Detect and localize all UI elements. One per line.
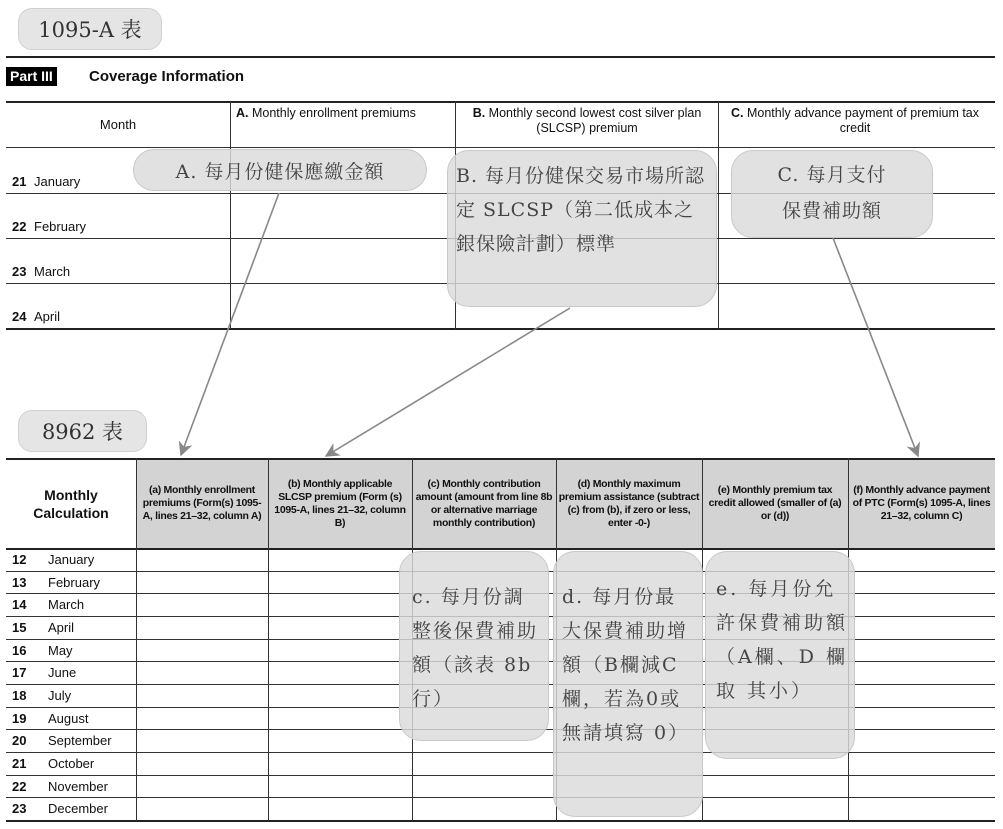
row-number: 22 [12,779,27,794]
part-badge: Part III [6,67,57,86]
arrow-b-to-b [326,308,570,456]
top-rule [6,56,995,58]
table-row-label [6,776,108,798]
row-number: 19 [12,711,27,726]
annotation-b [447,150,717,307]
row-number: 20 [12,733,27,748]
row-month: June [48,665,77,680]
header-col-e: (e) Monthly premium tax credit allowed (smaller of (a) or (d)) [702,459,848,548]
table-row-label [6,685,71,707]
row-month: May [48,643,73,658]
table-row-label [6,753,94,775]
header-col-b-label: Monthly second lowest cost silver plan (SLCSP) premium [485,106,702,135]
table-row-label [12,219,86,234]
row-month: January [34,174,81,189]
annotation-c-line2: 保費補助額 [781,200,882,222]
header-col-c-label: Monthly advance payment of premium tax credit [743,106,980,135]
row-number: 21 [12,756,27,771]
table-bottom-border [6,820,995,822]
row-number: 18 [12,688,27,703]
header-col-c-prefix: C. [730,106,744,120]
row-month: December [48,801,108,816]
row-number: 16 [12,643,27,658]
header-month: Month [99,117,137,132]
header-col-a: (a) Monthly enrollment premiums (Form(s) 1095-A, lines 21–32, column A) [136,459,268,548]
annotation-a [133,149,427,191]
row-number: 23 [12,801,27,816]
table-top-border [6,101,995,103]
row-month: March [34,264,71,279]
annotation-a-text: A. 每月份健保應繳金額 [175,160,385,183]
row-number: 14 [12,597,27,612]
annotation-c-line1: C. 每月支付 [777,164,887,186]
column-divider [268,458,269,821]
header-col-a-label: Monthly enrollment premiums [248,106,416,120]
table-row-label [6,730,112,752]
header-col-d: (d) Monthly maximum premium assistance (subtract (c) from (b), if zero or less, enter -0-) [556,459,702,548]
header-col-b [460,106,714,136]
table-bottom-border [6,328,995,330]
row-number: 21 [12,174,27,189]
annotation-d [553,551,703,817]
table-row-label [6,798,108,820]
header-bottom-border [6,147,995,148]
header-col-a-prefix: A. [236,106,249,120]
row-number: 22 [12,219,27,234]
table-row-label [6,662,76,684]
row-number: 12 [12,552,27,567]
header-col-c: (c) Monthly contribution amount (amount from line 8b or alternative marriage monthly contribution) [412,459,556,548]
table-row-label [6,572,100,594]
row-month: August [48,711,89,726]
table-row-label [12,309,60,324]
row-month: July [48,688,72,703]
header-col-f: (f) Monthly advance payment of PTC (Form(s) 1095-A, lines 21–32, column C) [848,459,995,548]
row-divider [6,797,995,798]
header-col-b: (b) Monthly applicable SLCSP premium (Form (s) 1095-A, lines 21–32, column B) [268,459,412,548]
row-month: January [48,552,95,567]
annotation-c-lower [399,551,549,741]
row-month: April [48,620,75,635]
row-month: February [34,219,87,234]
header-col-c [730,106,980,136]
table-row-label [12,264,70,279]
column-divider [136,458,137,821]
row-month: November [48,779,108,794]
table-row-label [6,594,84,616]
header-col-b-prefix: B. [472,106,486,120]
annotation-e [705,551,855,759]
annotation-e-text: e. 每月份允許保費補助額（A欄、D 欄 取 其小） [716,578,849,702]
row-number: 23 [12,264,27,279]
header-bottom-border [6,548,995,550]
form-8962-label-text: 8962 表 [41,420,124,444]
header-col-a [232,106,455,121]
row-number: 13 [12,575,27,590]
table-row-label [6,640,73,662]
annotation-d-text: d. 每月份最大保費補助增額（B欄減C欄，若為0或無請填寫 0） [562,586,690,744]
table-row-label [6,549,94,571]
row-number: 17 [12,665,27,680]
form-1095a-label-text: 1095-A 表 [38,18,142,42]
annotation-c-upper [731,150,933,238]
row-number: 24 [12,309,27,324]
form-8962-label [18,410,147,452]
row-month: April [34,309,61,324]
part-title: Coverage Information [89,68,245,85]
row-month: March [48,597,85,612]
row-number: 15 [12,620,27,635]
arrow-c-to-f [833,238,918,456]
header-monthly-calculation: Monthly Calculation [33,486,109,521]
column-divider [230,101,231,329]
annotation-b-text: B. 每月份健保交易市場所認定 SLCSP（第二低成本之銀保險計劃）標準 [456,165,706,255]
row-divider [6,775,995,776]
table-top-border [6,458,995,460]
row-month: October [48,756,95,771]
table-row-label [12,174,80,189]
row-month: February [48,575,101,590]
row-month: September [48,733,112,748]
form-1095a-label [18,8,162,50]
column-divider [718,101,719,329]
table-row-label [6,708,88,730]
table-row-label [6,617,74,639]
annotation-c-lower-text: c. 每月份調整後保費補助額（該表 8b行） [412,586,539,710]
